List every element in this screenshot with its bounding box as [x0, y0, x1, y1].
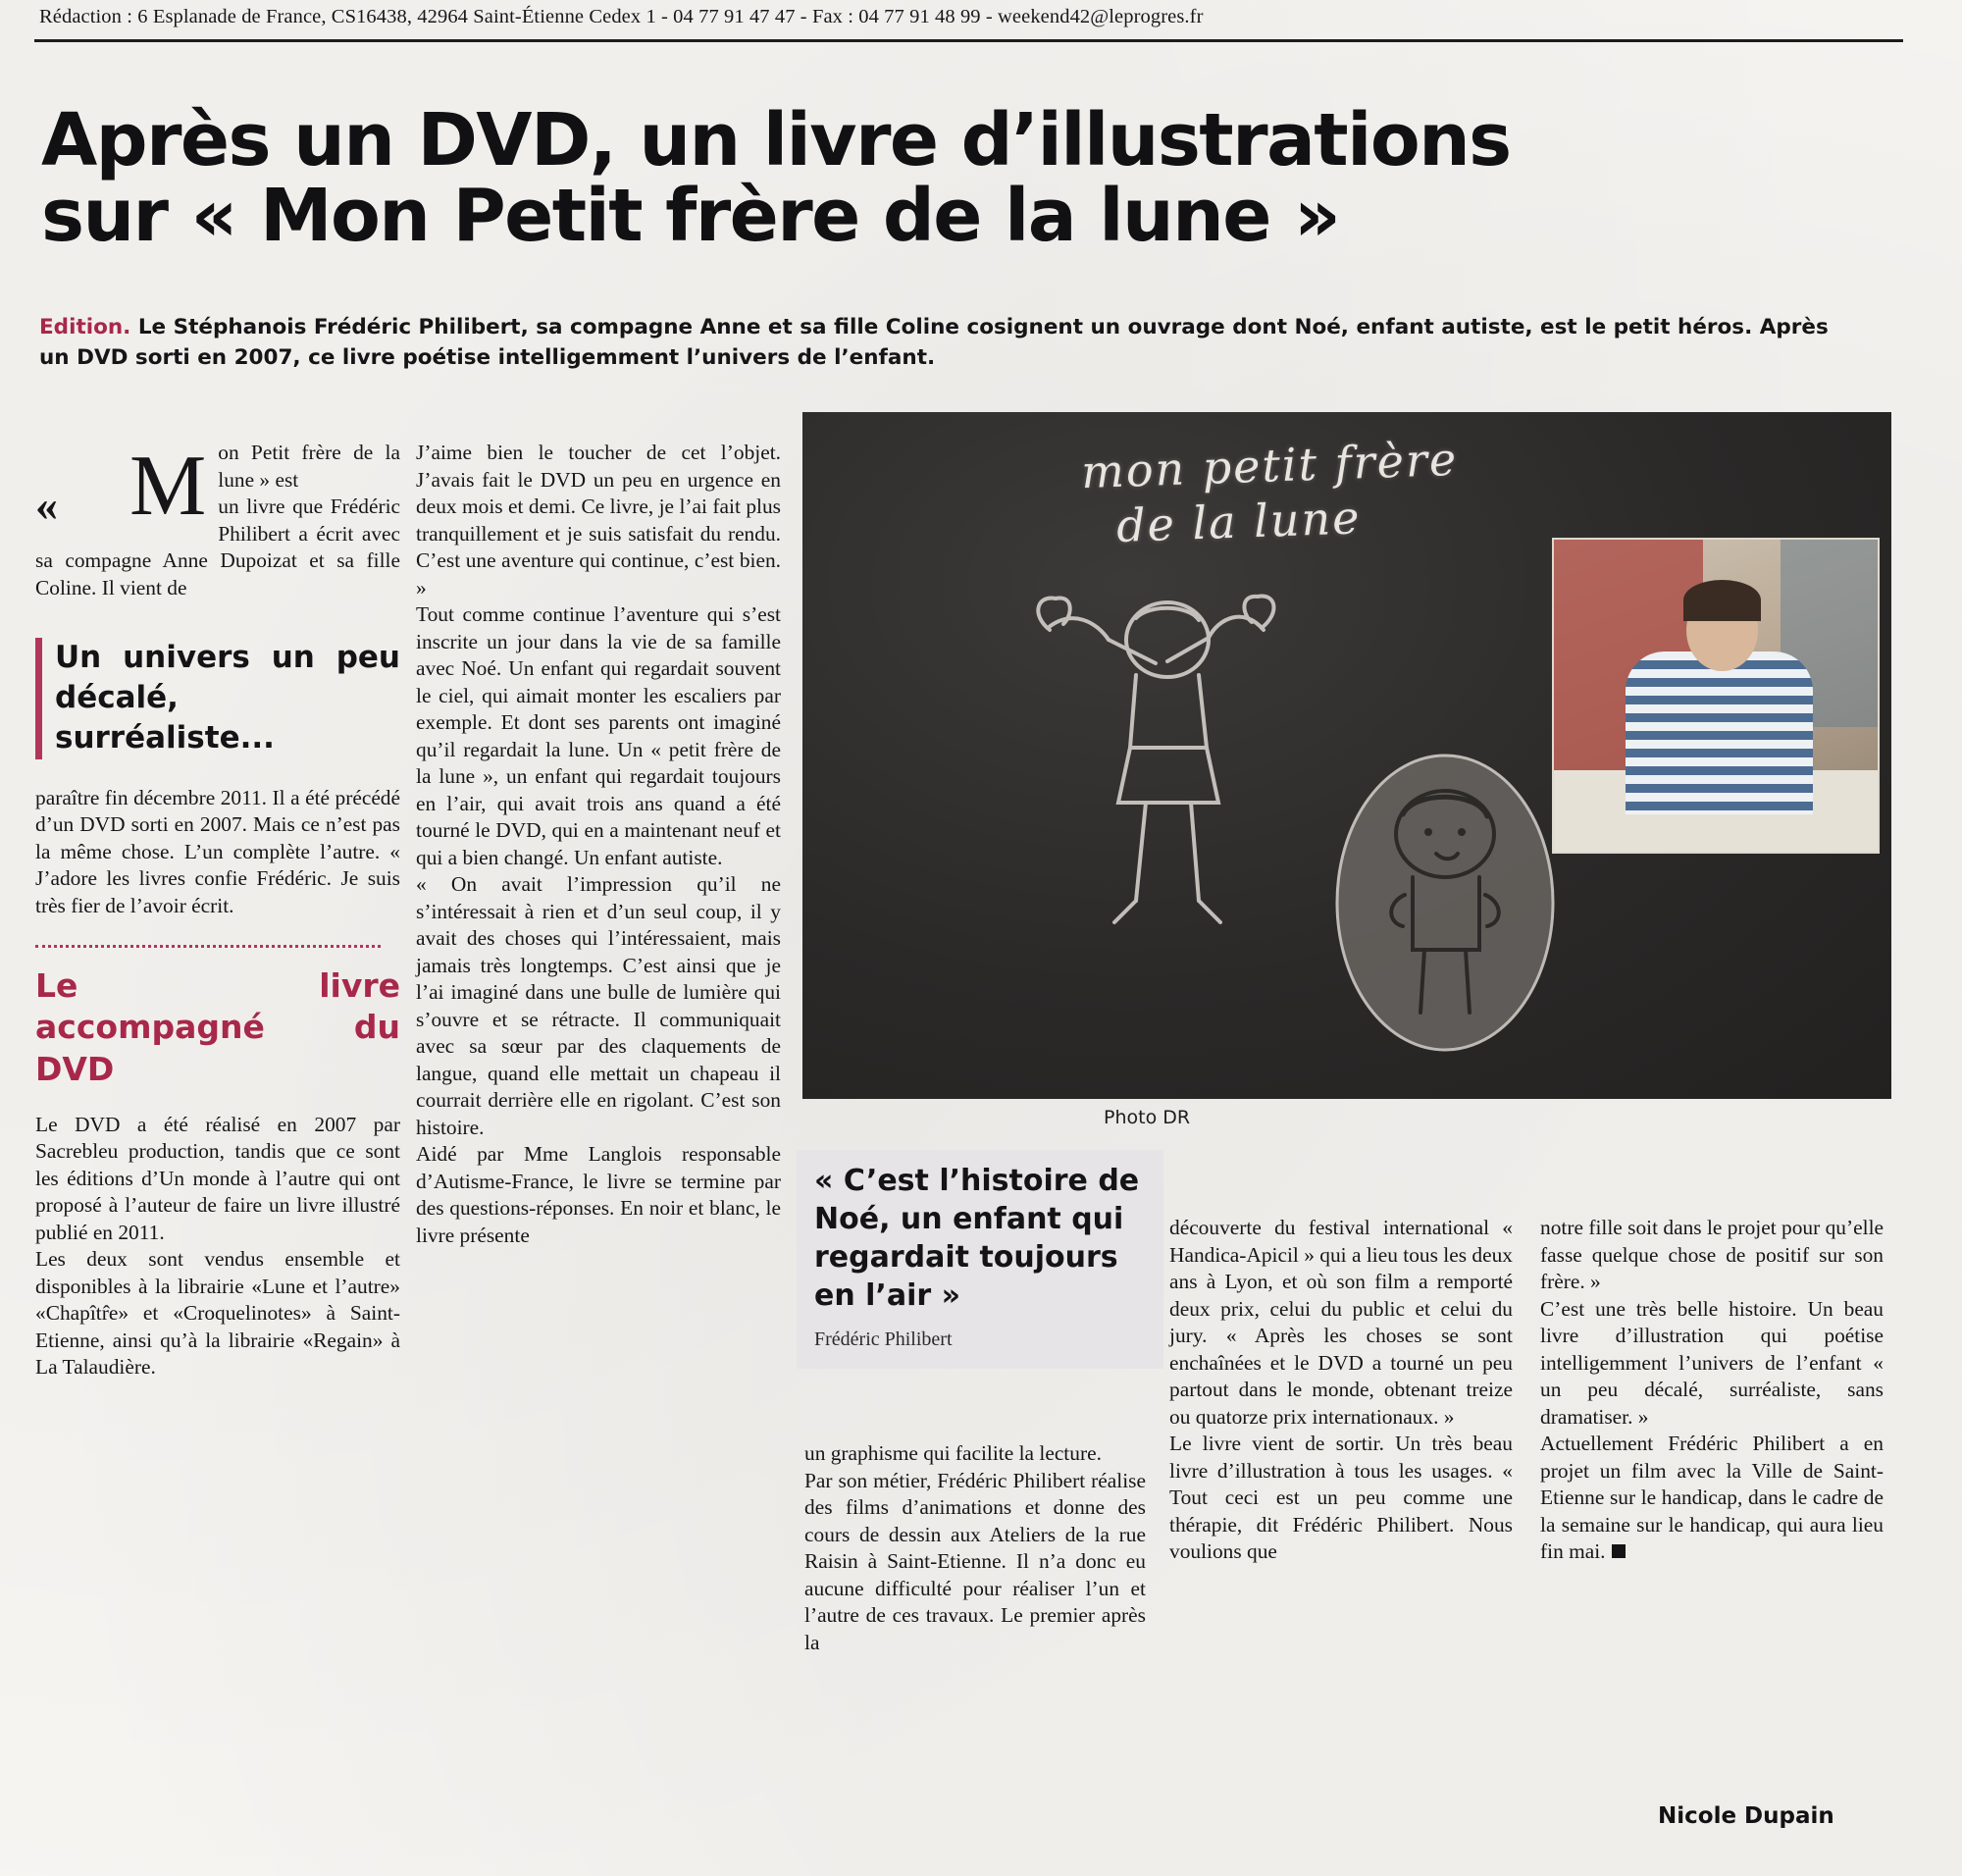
masthead-contact-line: Rédaction : 6 Esplanade de France, CS16438, 42964 Saint-Étienne Cedex 1 - 04 77 91 47 47 - Fax : 04 77 91 48 99 - weekend42@leprogres.fr: [39, 6, 1204, 27]
paragraph-col3-2: Par son métier, Frédéric Philibert réalise des films d’animations et donne des cours de dessin aux Ateliers de la rue Raisin à Saint-Etienne. Il n’a donc eu aucune difficulté pour réaliser l’un et l’autre de ces travaux. Le premier après la: [804, 1468, 1146, 1654]
article-column-2: [416, 440, 781, 1249]
photo-credit: Photo DR: [1104, 1107, 1191, 1128]
inset-person-torso: [1626, 651, 1813, 813]
paragraph-col3-1: un graphisme qui facilite la lecture.: [804, 1441, 1102, 1465]
lead-paragraph-continued: un livre que Frédéric Philibert a écrit avec sa compagne Anne Dupoizat et sa fille Coline. Il vient de: [35, 495, 400, 599]
pull-quote-attribution: Frédéric Philibert: [814, 1329, 953, 1350]
pull-quote-text: « C’est l’histoire de Noé, un enfant qui regardait toujours en l’air »: [814, 1164, 1140, 1313]
paragraph-col5-3: [1540, 1431, 1884, 1566]
subheading-livre-dvd: Le livre accompagné du DVD: [35, 966, 400, 1088]
subheading-univers: Un univers un peu décalé, surréaliste...: [35, 638, 400, 759]
paragraph-col5-1: notre fille soit dans le projet pour qu’elle fasse quelque chose de positif sur son frère. »: [1540, 1216, 1884, 1293]
paragraph-col4-2: Le livre vient de sortir. Un très beau livre d’illustration à tous les usages. « Tout ceci est un peu comme une thérapie, dit Frédéric Philibert. Nous voulions que: [1169, 1432, 1513, 1563]
main-photo: [802, 412, 1891, 1099]
inset-person-hair: [1683, 580, 1761, 620]
paragraph-col1-4: Les deux sont vendus ensemble et disponibles à la librairie «Lune et l’autre» «Chapîtr̂e» et «Croquelinotes» à Saint-Etienne, ainsi qu’à la librairie «Regain» à La Talaudière.: [35, 1247, 400, 1380]
lead-paragraph-block: [35, 440, 400, 616]
paragraph-col5-3-text: Actuellement Frédéric Philibert a en projet un film avec la Ville de Saint-Etienne sur le handicap, dans le cadre de la semaine sur le handicap, qui aura lieu fin mai.: [1540, 1432, 1884, 1563]
paragraph-col2-1: J’aime bien le toucher de cet l’objet. J’avais fait le DVD un peu en urgence en deux mois et demi. Ce livre, je l’ai fait plus tranquillement et je suis satisfait du rendu. C’est une aventure qui continue, c’est bien. »: [416, 441, 781, 599]
paragraph-col1-2: paraître fin décembre 2011. Il a été précédé d’un DVD sorti en 2007. Mais ce n’est pas la même chose. L’un complète l’autre. « J’adore les livres confie Frédéric. Je suis très fier de l’avoir écrit.: [35, 785, 400, 917]
headline-line-1: Après un DVD, un livre d’illustrations: [41, 97, 1511, 182]
standfirst-kicker: Edition.: [39, 315, 131, 339]
inset-portrait-photo: [1552, 538, 1880, 854]
chalk-title-line-2: de la lune: [1115, 491, 1363, 553]
article-column-1: [35, 440, 400, 1381]
end-mark-icon: [1612, 1544, 1626, 1558]
headline-line-2: sur « Mon Petit frère de la lune »: [41, 173, 1340, 258]
standfirst: [39, 312, 1864, 374]
lead-paragraph-first-lines: on Petit frère de la lune » est: [218, 441, 400, 492]
dotted-divider: [35, 945, 381, 948]
chalk-title-line-1: mon petit frère: [1080, 432, 1459, 499]
pull-quote: [797, 1150, 1163, 1369]
paragraph-col2-4: Aidé par Mme Langlois responsable d’Autisme-France, le livre se termine par des questions-réponses. En noir et blanc, le livre présente: [416, 1142, 781, 1247]
byline: Nicole Dupain: [1658, 1803, 1834, 1829]
chalk-handwritten-title: [1080, 423, 1712, 554]
article-column-4: [1169, 1215, 1513, 1566]
header-divider: [34, 39, 1903, 42]
opening-guillemet: «: [35, 480, 58, 530]
standfirst-text: Le Stéphanois Frédéric Philibert, sa compagne Anne et sa fille Coline cosignent un ouvrage dont Noé, enfant autiste, est le petit héros. Après un DVD sorti en 2007, ce livre poétise intelligemment l’univers de l’enfant.: [39, 315, 1829, 371]
paragraph-col5-2: C’est une très belle histoire. Un beau livre d’illustration qui poétise intelligemment l’univers de l’enfant « un peu décalé, surréaliste, sans dramatiser. »: [1540, 1296, 1884, 1429]
paragraph-col2-3: « On avait l’impression qu’il ne s’intéressait à rien et d’un seul coup, il y avait des choses qui l’intéressaient, mais jamais très longtemps. C’est ainsi que je l’ai imaginé dans une bulle de lumière qui s’ouvre et se rétracte. Il communiquait avec sa sœur par des claquements de langue, quand elle mettait un chapeau il courrait derrière elle en rigolant. C’est son histoire.: [416, 872, 781, 1139]
paragraph-col2-2: Tout comme continue l’aventure qui s’est inscrite un jour dans la vie de sa famille avec Noé. Un enfant qui regardait souvent le ciel, qui aimait monter les escaliers par exemple. Et dont ses parents ont imaginé qu’il regardait la lune. Un « petit frère de la lune », un enfant qui regardait toujours en l’air, qui avait trois ans quand a été tourné le DVD, qui en a maintenant neuf et qui a bien changé. Un enfant autiste.: [416, 602, 781, 869]
page-title: [41, 97, 1885, 258]
paragraph-col4-1: découverte du festival international « Handica-Apicil » qui a lieu tous les deux ans à Lyon, et où son film a remporté deux prix, celui du public et celui du jury. « Après les choses se sont enchaînées et le DVD a tourné un peu partout dans le monde, obtenant treize ou quatorze prix internationaux. »: [1169, 1216, 1513, 1429]
article-column-5: [1540, 1215, 1884, 1566]
article-column-3: [804, 1440, 1146, 1656]
paragraph-col1-3: Le DVD a été réalisé en 2007 par Sacrebleu production, tandis que ce sont les éditions d’Un monde à l’autre qui ont proposé à l’auteur de faire un livre illustré publié en 2011.: [35, 1112, 400, 1244]
drop-cap: M: [129, 439, 207, 534]
